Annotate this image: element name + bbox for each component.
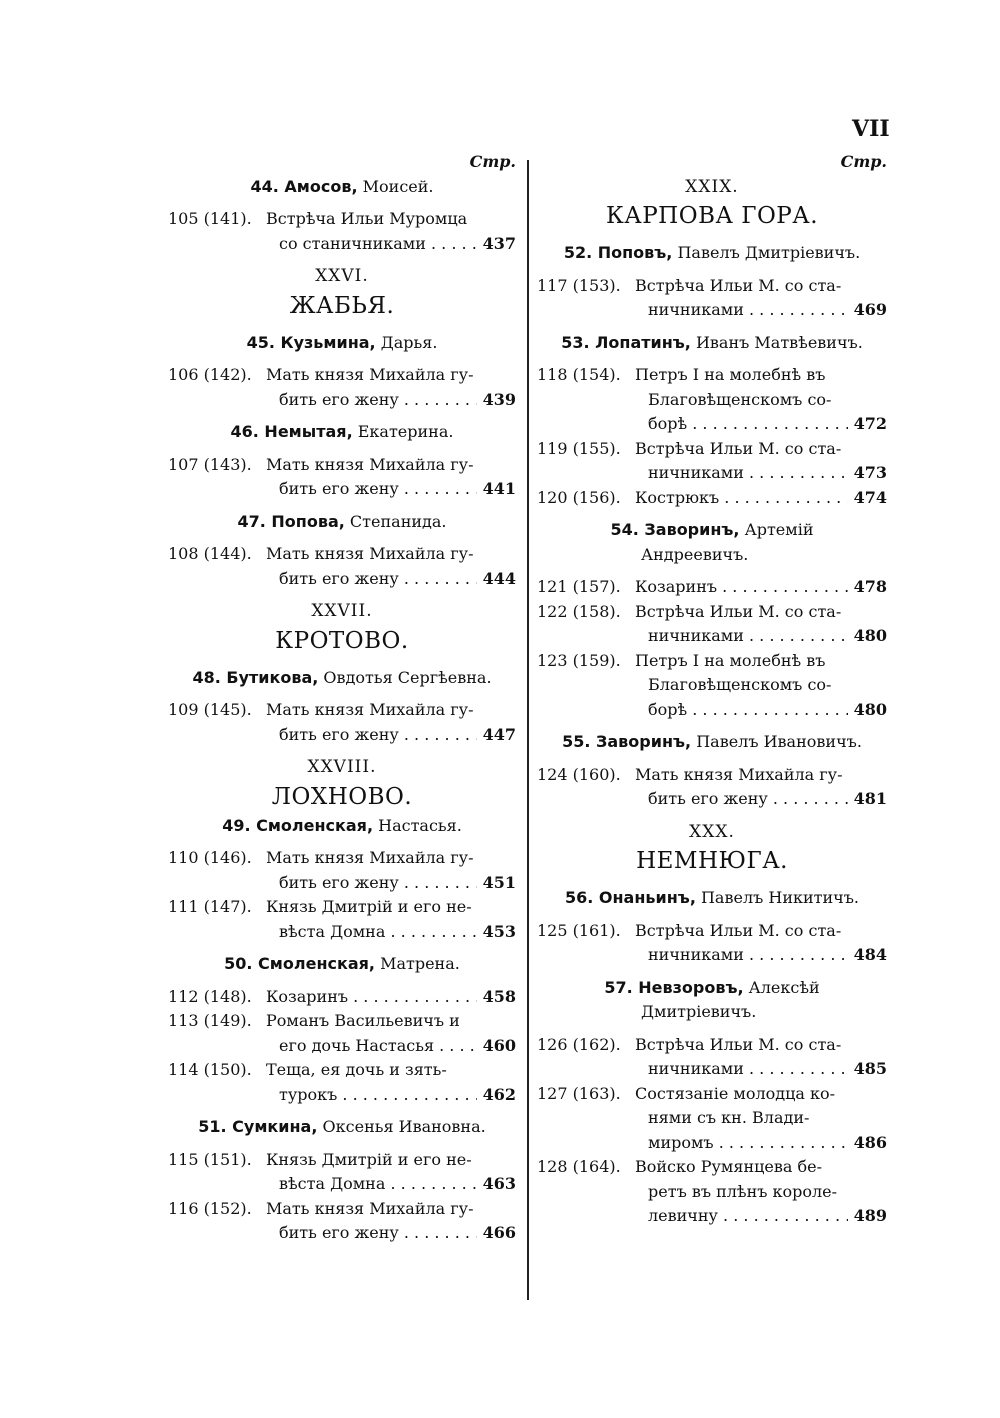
- toc-entry-cont[interactable]: вѣста Домна . . . 463: [168, 1172, 516, 1197]
- toc-entry-cont[interactable]: бить его жену . . . 451: [168, 871, 516, 896]
- toc-entry[interactable]: 117 (153). Встрѣча Ильи М. со ста-: [537, 275, 842, 295]
- page-abbreviation: Стр.: [469, 152, 516, 171]
- toc-entry-cont[interactable]: турокъ . . . 462: [168, 1083, 516, 1108]
- toc-entry-cont[interactable]: бить его жену . . . 444: [168, 567, 516, 592]
- page-abbreviation: Стр.: [840, 152, 887, 171]
- toc-entry-cont[interactable]: борѣ . . . 480: [537, 698, 887, 723]
- toc-entry-cont[interactable]: бить его жену . . . 447: [168, 723, 516, 748]
- toc-entry[interactable]: 113 (149). Романъ Васильевичъ и: [168, 1011, 460, 1030]
- toc-entry[interactable]: 125 (161). Встрѣча Ильи М. со ста-: [537, 920, 842, 940]
- section-number: XXX.: [689, 821, 735, 842]
- toc-entry[interactable]: 115 (151). Князь Дмитрій и его не-: [168, 1149, 472, 1169]
- toc-entry[interactable]: 128 (164). Войско Румянцева бе-: [537, 1157, 823, 1176]
- toc-entry[interactable]: 124 (160). Мать князя Михайла гу-: [537, 764, 843, 784]
- toc-entry-cont[interactable]: ничниками . . . 480: [537, 624, 887, 649]
- toc-entry-cont[interactable]: бить его жену . . . 441: [168, 477, 516, 502]
- place-title: ЖАБЬЯ.: [289, 292, 395, 319]
- toc-entry-cont[interactable]: ничниками . . . 485: [537, 1057, 887, 1082]
- toc-entry[interactable]: 116 (152). Мать князя Михайла гу-: [168, 1198, 474, 1218]
- singer-heading: 50. Смоленская, Матрена.: [224, 954, 460, 973]
- toc-entry-cont[interactable]: ничниками . . . 473: [537, 461, 887, 486]
- singer-heading-cont: Дмитріевичъ.: [641, 1002, 757, 1021]
- toc-entry[interactable]: 114 (150). Теща, ея дочь и зять-: [168, 1060, 447, 1079]
- toc-entry[interactable]: 110 (146). Мать князя Михайла гу-: [168, 848, 474, 867]
- place-title: НЕМНЮГА.: [636, 848, 788, 874]
- right-column: [537, 150, 887, 1229]
- toc-entry-cont[interactable]: левичну . . . 489: [537, 1204, 887, 1229]
- toc-entry[interactable]: 122 (158). Встрѣча Ильи М. со ста-: [537, 601, 842, 621]
- singer-heading: 54. Заворинъ, Артемій: [610, 520, 814, 539]
- toc-entry-cont[interactable]: нями съ кн. Влади-: [648, 1108, 810, 1127]
- toc-entry[interactable]: 111 (147). Князь Дмитрій и его не-: [168, 897, 472, 916]
- toc-entry-cont[interactable]: борѣ . . . 472: [537, 412, 887, 437]
- toc-entry[interactable]: 120 (156). Кострюкъ . . . 474: [537, 486, 887, 511]
- singer-heading: 49. Смоленская, Настасья.: [222, 815, 462, 835]
- place-title: КРОТОВО.: [275, 627, 409, 654]
- singer-heading: 53. Лопатинъ, Иванъ Матвѣевичъ.: [561, 332, 863, 352]
- singer-heading: 51. Сумкина, Оксенья Ивановна.: [198, 1117, 486, 1136]
- singer-heading: 46. Немытая, Екатерина.: [230, 422, 454, 441]
- toc-entry[interactable]: 109 (145). Мать князя Михайла гу-: [168, 700, 474, 719]
- toc-entry-cont[interactable]: со станичниками . . . 437: [168, 232, 516, 257]
- page-number: VII: [852, 116, 890, 142]
- toc-entry[interactable]: 106 (142). Мать князя Михайла гу-: [168, 365, 474, 384]
- section-number: XXIX.: [685, 176, 739, 197]
- singer-heading-cont: Андреевичъ.: [641, 544, 749, 564]
- singer-heading: 56. Онаньинъ, Павелъ Никитичъ.: [564, 888, 860, 907]
- toc-entry-cont[interactable]: бить его жену . . . 466: [168, 1221, 516, 1246]
- toc-entry-cont[interactable]: вѣста Домна . . . 453: [168, 920, 516, 945]
- toc-entry-cont[interactable]: бить его жену . . . 481: [537, 787, 887, 812]
- toc-entry[interactable]: 105 (141). Встрѣча Ильи Муромца: [168, 209, 468, 228]
- column-divider: [527, 160, 529, 1300]
- toc-entry-cont[interactable]: его дочь Настасья . . . 460: [168, 1034, 516, 1059]
- singer-heading: 48. Бутикова, Овдотья Сергѣевна.: [192, 667, 492, 687]
- toc-entry[interactable]: 126 (162). Встрѣча Ильи М. со ста-: [537, 1034, 842, 1054]
- toc-entry-cont[interactable]: ничниками . . . 484: [537, 943, 887, 968]
- place-title: КАРПОВА ГОРА.: [605, 203, 819, 229]
- toc-entry-cont[interactable]: ретъ въ плѣнъ короле-: [648, 1181, 838, 1201]
- toc-entry[interactable]: 121 (157). Козаринъ . . . 478: [537, 575, 887, 600]
- left-column: [168, 150, 516, 1246]
- section-number: XXVIII.: [307, 757, 377, 777]
- place-title: ЛОХНОВО.: [271, 783, 413, 810]
- section-number: XXVI.: [315, 266, 369, 286]
- section-number: XXVII.: [311, 601, 373, 621]
- toc-entry-cont[interactable]: Благовѣщенскомъ со-: [648, 389, 832, 409]
- toc-entry[interactable]: 123 (159). Петръ I на молебнѣ въ: [537, 650, 826, 670]
- singer-heading: 47. Попова, Степанида.: [237, 511, 447, 531]
- singer-heading: 44. Амосов, Моисей.: [250, 176, 434, 196]
- toc-entry[interactable]: 112 (148). Козаринъ . . . 458: [168, 985, 516, 1010]
- toc-entry[interactable]: 108 (144). Мать князя Михайла гу-: [168, 544, 474, 563]
- toc-entry-cont[interactable]: миромъ . . . 486: [537, 1131, 887, 1156]
- singer-heading: 55. Заворинъ, Павелъ Ивановичъ.: [562, 732, 862, 751]
- singer-heading: 45. Кузьмина, Дарья.: [246, 332, 438, 352]
- toc-entry-cont[interactable]: ничниками . . . 469: [537, 298, 887, 323]
- toc-entry[interactable]: 127 (163). Состязаніе молодца ко-: [537, 1083, 836, 1103]
- toc-entry[interactable]: 107 (143). Мать князя Михайла гу-: [168, 454, 474, 474]
- toc-entry[interactable]: 119 (155). Встрѣча Ильи М. со ста-: [537, 438, 842, 458]
- singer-heading: 57. Невзоровъ, Алексѣй: [604, 977, 820, 997]
- singer-heading: 52. Поповъ, Павелъ Дмитріевичъ.: [563, 243, 861, 262]
- toc-entry-cont[interactable]: Благовѣщенскомъ со-: [648, 675, 832, 694]
- toc-entry[interactable]: 118 (154). Петръ I на молебнѣ въ: [537, 365, 826, 384]
- toc-entry-cont[interactable]: бить его жену . . . 439: [168, 388, 516, 413]
